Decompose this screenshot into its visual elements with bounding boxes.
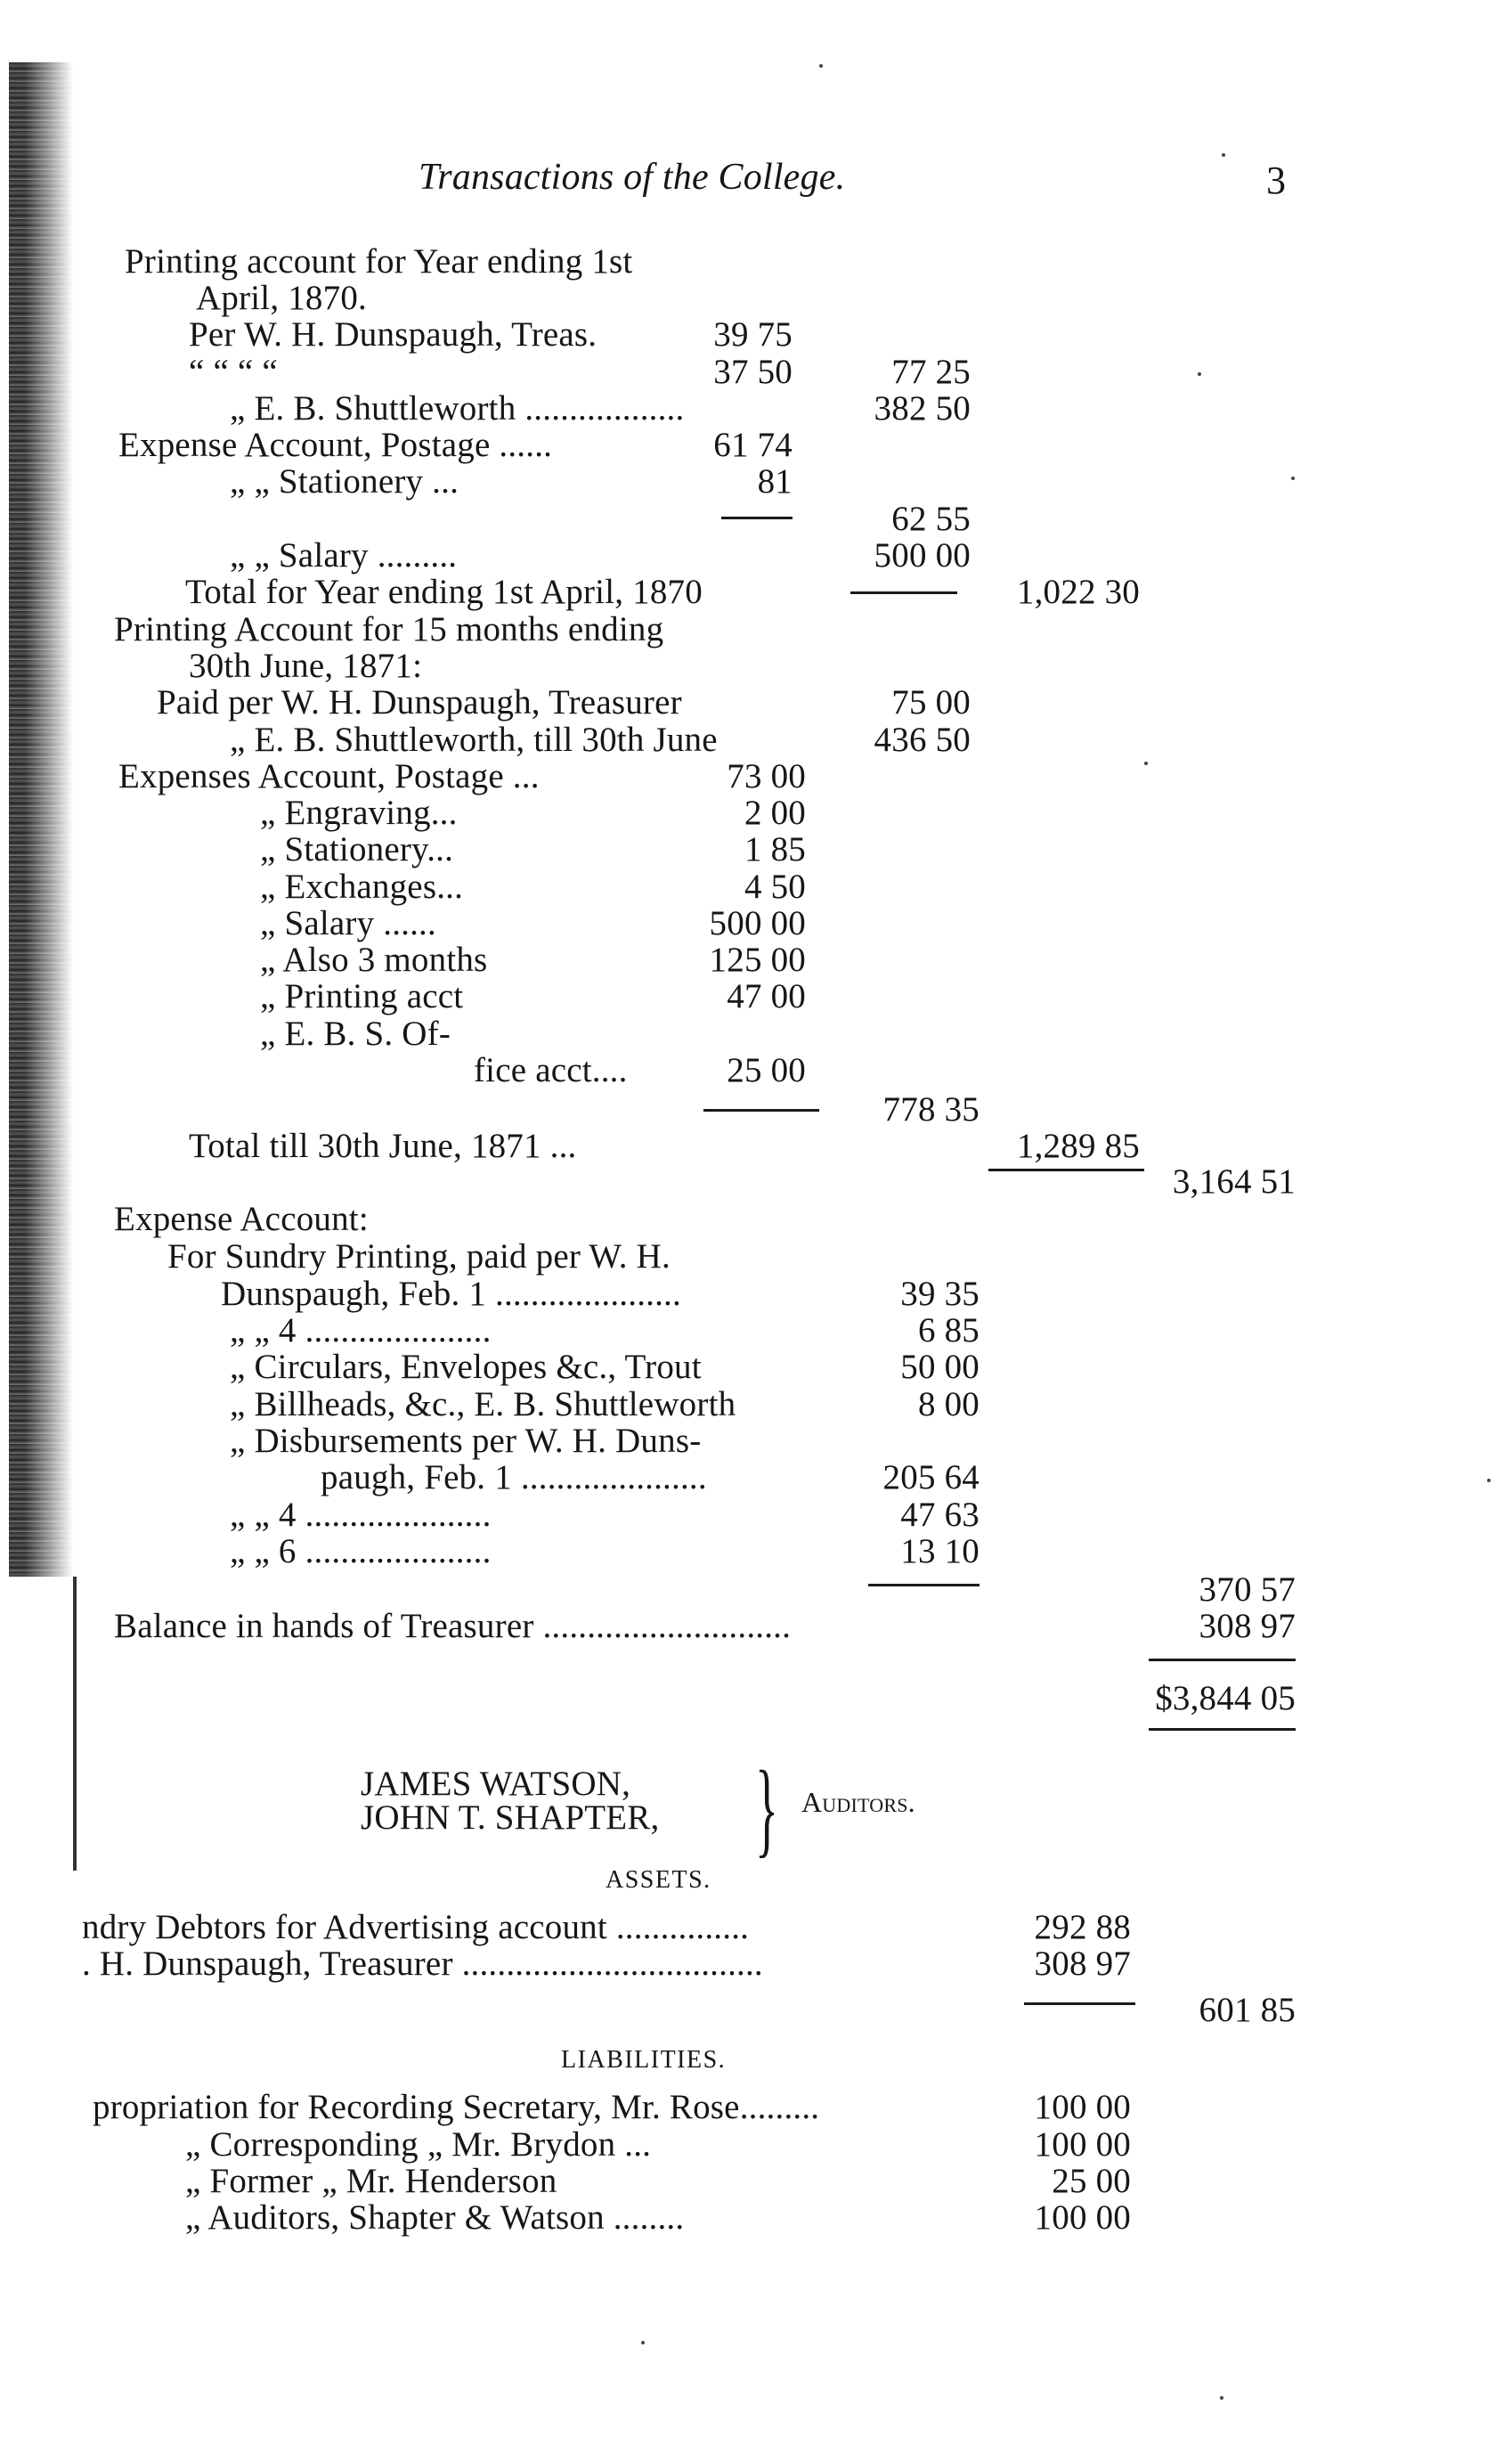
amount-col3: 1,289 85	[1016, 1127, 1140, 1165]
scan-speck	[1487, 1479, 1491, 1482]
scan-speck	[1198, 372, 1201, 376]
amount-col2: 47 63	[900, 1496, 980, 1534]
ledger-line: „ Exchanges...	[260, 868, 464, 906]
amount-col4: 3,164 51	[1172, 1162, 1296, 1201]
page-number: 3	[1266, 159, 1287, 202]
ledger-line: „ E. B. Shuttleworth, till 30th June	[230, 721, 718, 759]
rule	[868, 1584, 980, 1586]
ledger-line: Printing Account for 15 months ending	[114, 610, 664, 648]
amount-col1: 61 74	[713, 426, 793, 464]
asset-line: . H. Dunspaugh, Treasurer ..................................	[82, 1945, 763, 1983]
amount-col2: 500 00	[874, 536, 971, 575]
ledger-line: Dunspaugh, Feb. 1 .....................	[221, 1275, 681, 1313]
amount-col2: 13 10	[900, 1532, 980, 1570]
ledger-line: Printing account for Year ending 1st	[125, 242, 633, 281]
ledger-line: „ „ Salary .........	[230, 536, 458, 575]
auditors-label: Auditors.	[801, 1786, 915, 1818]
ledger-line: 30th June, 1871:	[189, 647, 423, 685]
auditor-name: JOHN T. SHAPTER,	[361, 1798, 660, 1837]
rule	[988, 1169, 1144, 1171]
rule	[703, 1109, 819, 1112]
amount-col2: 77 25	[891, 353, 971, 391]
liability-line: „ Corresponding „ Mr. Brydon ...	[185, 2125, 652, 2164]
amount-col1: 47 00	[727, 977, 806, 1015]
assets-total: 601 85	[1199, 1991, 1296, 2029]
amount-col1: 25 00	[727, 1051, 806, 1089]
amount-col1: 125 00	[709, 941, 806, 979]
liability-value: 25 00	[1052, 2162, 1131, 2200]
amount-col4: 370 57	[1199, 1570, 1296, 1609]
amount-col1: 1 85	[744, 830, 806, 868]
ledger-line: „ „ 4 .....................	[230, 1496, 492, 1534]
ledger-line: paugh, Feb. 1 .....................	[321, 1458, 707, 1496]
ledger-line: „ Disbursements per W. H. Duns-	[230, 1422, 702, 1460]
ledger-line: Per W. H. Dunspaugh, Treas.	[189, 315, 597, 354]
ledger-line: „ Stationery...	[260, 830, 454, 868]
ledger-line: „ Printing acct	[260, 977, 464, 1015]
amount-col1: 37 50	[713, 353, 793, 391]
rule	[721, 517, 793, 519]
amount-col1: 4 50	[744, 868, 806, 906]
amount-col2: 382 50	[874, 389, 971, 428]
ledger-line: “ “ “ “	[189, 353, 278, 391]
ledger-line: Expense Account:	[114, 1200, 369, 1238]
ledger-line: Total for Year ending 1st April, 1870	[185, 573, 703, 611]
scan-speck	[1144, 762, 1148, 765]
amount-col4: 308 97	[1199, 1607, 1296, 1645]
amount-col2: 205 64	[882, 1458, 980, 1496]
amount-col2: 75 00	[891, 683, 971, 722]
ledger-line: „ Engraving...	[260, 794, 458, 832]
ledger-line: Expense Account, Postage ......	[118, 426, 553, 464]
rule	[1024, 2002, 1135, 2005]
ledger-line: „ Also 3 months	[260, 941, 488, 979]
ledger-line: „ „ Stationery ...	[230, 462, 459, 501]
liability-line: propriation for Recording Secretary, Mr. Rose.........	[93, 2088, 820, 2126]
amount-col2: 62 55	[891, 500, 971, 538]
amount-col3: 1,022 30	[1016, 573, 1140, 611]
amount-col2: 6 85	[917, 1311, 980, 1349]
amount-col1: 2 00	[744, 794, 806, 832]
amount-col2: 39 35	[900, 1275, 980, 1313]
liabilities-heading: LIABILITIES.	[561, 2046, 727, 2074]
liability-value: 100 00	[1034, 2088, 1131, 2126]
assets-heading: ASSETS.	[606, 1866, 711, 1894]
scan-binding-edge	[9, 62, 73, 1577]
ledger-line: „ „ 6 .....................	[230, 1532, 492, 1570]
ledger-line: Expenses Account, Postage ...	[118, 757, 540, 795]
scan-speck	[641, 2341, 645, 2344]
amount-col1: 500 00	[709, 904, 806, 942]
brace: }	[755, 1749, 778, 1867]
rule	[1149, 1728, 1296, 1731]
ledger-line: For Sundry Printing, paid per W. H.	[167, 1237, 671, 1276]
scan-speck	[1220, 2396, 1223, 2400]
scan-speck	[1222, 153, 1225, 157]
grand-total: $3,844 05	[1155, 1679, 1296, 1717]
amount-col2: 778 35	[882, 1090, 980, 1129]
running-title: Transactions of the College.	[419, 157, 846, 198]
ledger-line: „ Billheads, &c., E. B. Shuttleworth	[230, 1385, 736, 1423]
amount-col1: 81	[757, 462, 793, 501]
amount-col2: 50 00	[900, 1348, 980, 1386]
amount-col1: 39 75	[713, 315, 793, 354]
scan-speck	[1291, 477, 1295, 480]
amount-col2: 8 00	[917, 1385, 980, 1423]
liability-value: 100 00	[1034, 2198, 1131, 2237]
ledger-line: „ „ 4 .....................	[230, 1311, 492, 1349]
ledger-line: „ Circulars, Envelopes &c., Trout	[230, 1348, 702, 1386]
balance-line: Balance in hands of Treasurer ............................	[114, 1607, 792, 1645]
ledger-line: fice acct....	[474, 1051, 628, 1089]
liability-line: „ Auditors, Shapter & Watson ........	[185, 2198, 685, 2237]
scan-speck	[819, 64, 823, 68]
ledger-line: Total till 30th June, 1871 ...	[189, 1127, 577, 1165]
scan-binding-edge-lower	[73, 1577, 77, 1871]
amount-col1: 73 00	[727, 757, 806, 795]
ledger-line: April, 1870.	[196, 279, 367, 317]
asset-line: ndry Debtors for Advertising account ...............	[82, 1908, 750, 1946]
rule	[850, 591, 957, 594]
liability-line: „ Former „ Mr. Henderson	[185, 2162, 557, 2200]
asset-value: 292 88	[1034, 1908, 1131, 1946]
ledger-line: „ E. B. Shuttleworth ..................	[230, 389, 685, 428]
auditor-name: JAMES WATSON,	[361, 1765, 631, 1803]
ledger-line: „ Salary ......	[260, 904, 436, 942]
liability-value: 100 00	[1034, 2125, 1131, 2164]
ledger-line: Paid per W. H. Dunspaugh, Treasurer	[157, 683, 682, 722]
asset-value: 308 97	[1034, 1945, 1131, 1983]
rule	[1149, 1659, 1296, 1661]
ledger-line: „ E. B. S. Of-	[260, 1015, 451, 1053]
amount-col2: 436 50	[874, 721, 971, 759]
